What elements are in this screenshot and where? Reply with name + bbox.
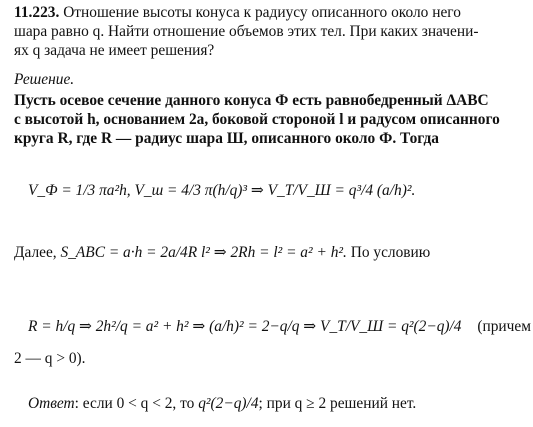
solution-heading: Решение.	[14, 71, 75, 88]
equation-2-line	[14, 244, 430, 262]
answer-text: : если 0 < q < 2, то	[74, 395, 195, 412]
equation-1: V_Ф = 1/3 πa²h, V_ш = 4/3 π(h/q)³ ⇒ V_T/V_Ш = q³/4 (a/h)².	[28, 182, 416, 199]
solution-para-3: круга R, где R — радиус шара Ш, описанного около Ф. Тогда	[14, 130, 439, 147]
equation-3-line	[28, 318, 531, 336]
equation-3-suffix: (причем	[477, 318, 531, 335]
answer-fraction: q²(2−q)/4	[198, 395, 259, 412]
equation-3: R = h/q ⇒ 2h²/q = a² + h² ⇒ (a/h)² = 2−q/q ⇒ V_T/V_Ш = q²(2−q)/4	[28, 318, 462, 335]
problem-number: 11.223.	[14, 4, 60, 21]
answer-tail: ; при q ≥ 2 решений нет.	[258, 395, 417, 412]
problem-line-3: ях q задача не имеет решения?	[14, 42, 215, 59]
problem-text-1: Отношение высоты конуса к радиусу описанного около него	[63, 4, 461, 21]
equation-2-suffix: По условию	[350, 244, 431, 261]
equation-2: S_ABC = a·h = 2a/4R l² ⇒ 2Rh = l² = a² + h².	[60, 244, 347, 261]
solution-para-2: с высотой h, основанием 2a, боковой стороной l и радусом описанного	[14, 111, 500, 128]
answer-line	[28, 395, 416, 413]
problem-line-1	[14, 4, 461, 22]
equation-3-continuation: 2 — q > 0).	[14, 350, 86, 367]
problem-line-2: шара равно q. Найти отношение объемов этих тел. При каких значени-	[14, 23, 479, 40]
solution-para-1: Пусть осевое сечение данного конуса Ф есть равнобедренный ΔABC	[14, 92, 489, 109]
equation-2-prefix: Далее,	[14, 244, 57, 261]
answer-label: Ответ	[28, 395, 75, 412]
